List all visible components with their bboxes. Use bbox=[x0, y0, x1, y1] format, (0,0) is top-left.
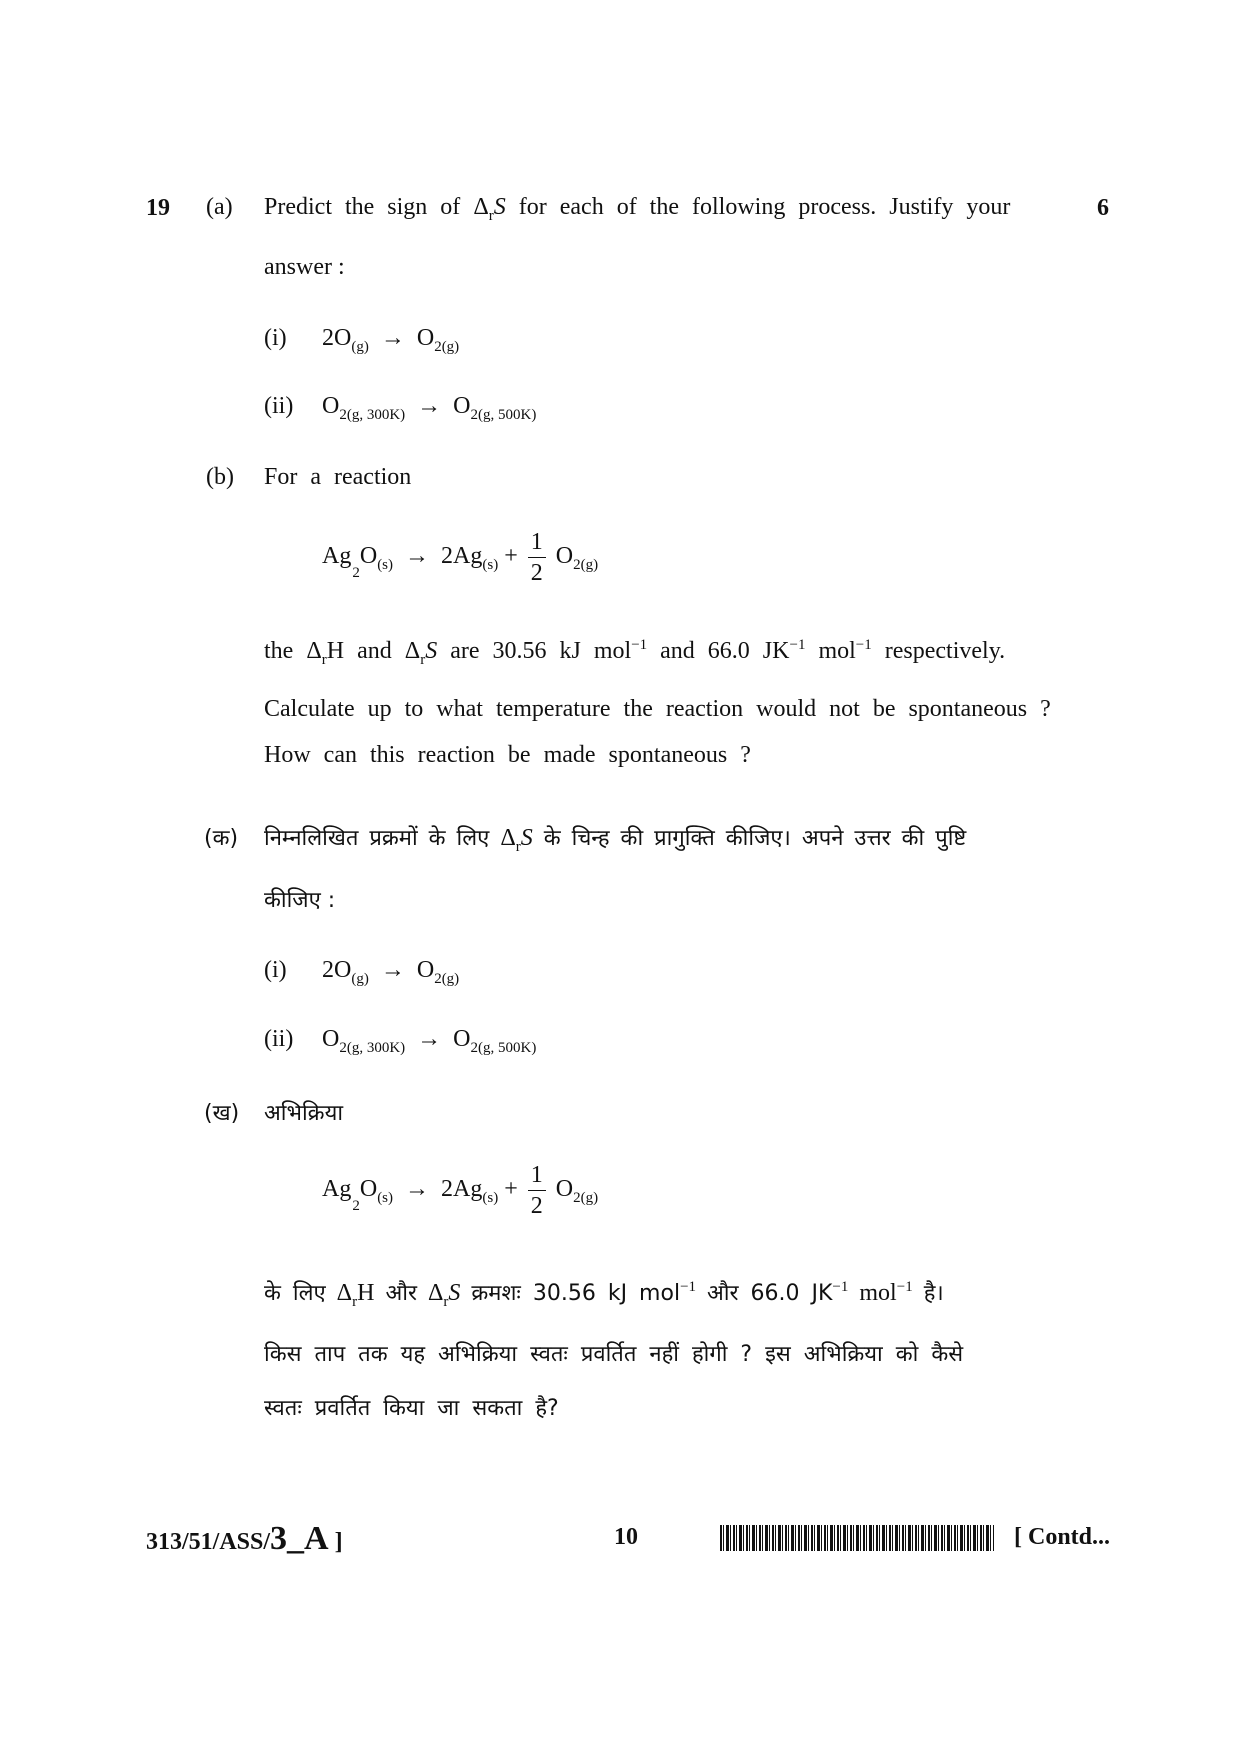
hindi-a-item-ii-equation: $O_{2(g, 300K)} \to O_{2(g, 500K)}$ bbox=[322, 1026, 537, 1056]
hindi-part-b-label: (ख) bbox=[204, 1101, 240, 1126]
hindi-b-question1: किस ताप तक यह अभिक्रिया स्वतः प्रवर्तित नहीं होगी ? इस अभिक्रिया को कैसे bbox=[264, 1342, 964, 1367]
hindi-part-a-line2: कीजिए : bbox=[264, 888, 336, 913]
hindi-a-item-i-equation: $2O_{(g)} \to O_{2(g)}$ bbox=[322, 957, 460, 987]
fraction-half-hindi: $\frac{1}{2}$ bbox=[528, 1163, 546, 1218]
hindi-b-reaction: $Ag_2O_{(s)} \to 2Ag_{(s)}$ + $\frac{1}{2}$ $O_{2(g)}$ bbox=[322, 1162, 599, 1219]
part-b-question2: How can this reaction be made spontaneous ? bbox=[264, 742, 751, 768]
part-b-values-line: the $\Delta_rH$ and $\Delta_rS$ are 30.56 kJ mol$^{-1}$ and 66.0 $JK^{-1}$ mol$^{-1}$ respectively. bbox=[264, 637, 1006, 668]
part-a-line1: Predict the sign of $\Delta_rS$ for each of the following process. Justify your bbox=[264, 194, 1011, 224]
part-a-item-ii-equation: $O_{2(g, 300K)} \to O_{2(g, 500K)}$ bbox=[322, 393, 537, 423]
question-number: 19 bbox=[146, 195, 170, 221]
page-number: 10 bbox=[614, 1524, 638, 1550]
part-a-item-ii-label: (ii) bbox=[264, 393, 294, 419]
part-a-item-i-equation: $2O_{(g)} \to O_{2(g)}$ bbox=[322, 325, 460, 355]
question-marks: 6 bbox=[1097, 195, 1109, 221]
hindi-a-item-i-label: (i) bbox=[264, 957, 287, 983]
part-b-question1: Calculate up to what temperature the reaction would not be spontaneous ? bbox=[264, 696, 1051, 722]
part-b-intro: For a reaction bbox=[264, 464, 412, 490]
hindi-b-question2: स्वतः प्रवर्तित किया जा सकता है? bbox=[264, 1396, 559, 1421]
part-b-reaction: $Ag_2O_{(s)} \to 2Ag_{(s)}$ + $\frac{1}{2}$ $O_{2(g)}$ bbox=[322, 529, 599, 586]
delta-r-s: $\Delta_rS$ bbox=[473, 194, 506, 224]
hindi-part-b-intro: अभिक्रिया bbox=[264, 1101, 344, 1126]
hindi-part-a-line1: निम्नलिखित प्रक्रमों के लिए $\Delta_rS$ के चिन्ह की प्रागुक्ति कीजिए। अपने उत्तर की पुष्टि bbox=[264, 825, 967, 855]
paper-code: 313/51/ASS/3_A ] bbox=[146, 1520, 343, 1557]
part-a-line2: answer : bbox=[264, 254, 345, 280]
contd-label: [ Contd... bbox=[1014, 1524, 1111, 1550]
hindi-b-values-line: के लिए $\Delta_rH$ और $\Delta_rS$ क्रमशः 30.56 kJ mol$^{-1}$ और 66.0 $JK^{-1}$ mol$^{-1}$ है। bbox=[264, 1279, 944, 1310]
fraction-half: $\frac{1}{2}$ bbox=[528, 530, 546, 585]
hindi-a-item-ii-label: (ii) bbox=[264, 1026, 294, 1052]
part-b-label: (b) bbox=[206, 464, 234, 490]
hindi-part-a-label: (क) bbox=[204, 826, 239, 851]
part-a-item-i-label: (i) bbox=[264, 325, 287, 351]
barcode bbox=[720, 1525, 994, 1558]
part-a-label: (a) bbox=[206, 194, 233, 220]
